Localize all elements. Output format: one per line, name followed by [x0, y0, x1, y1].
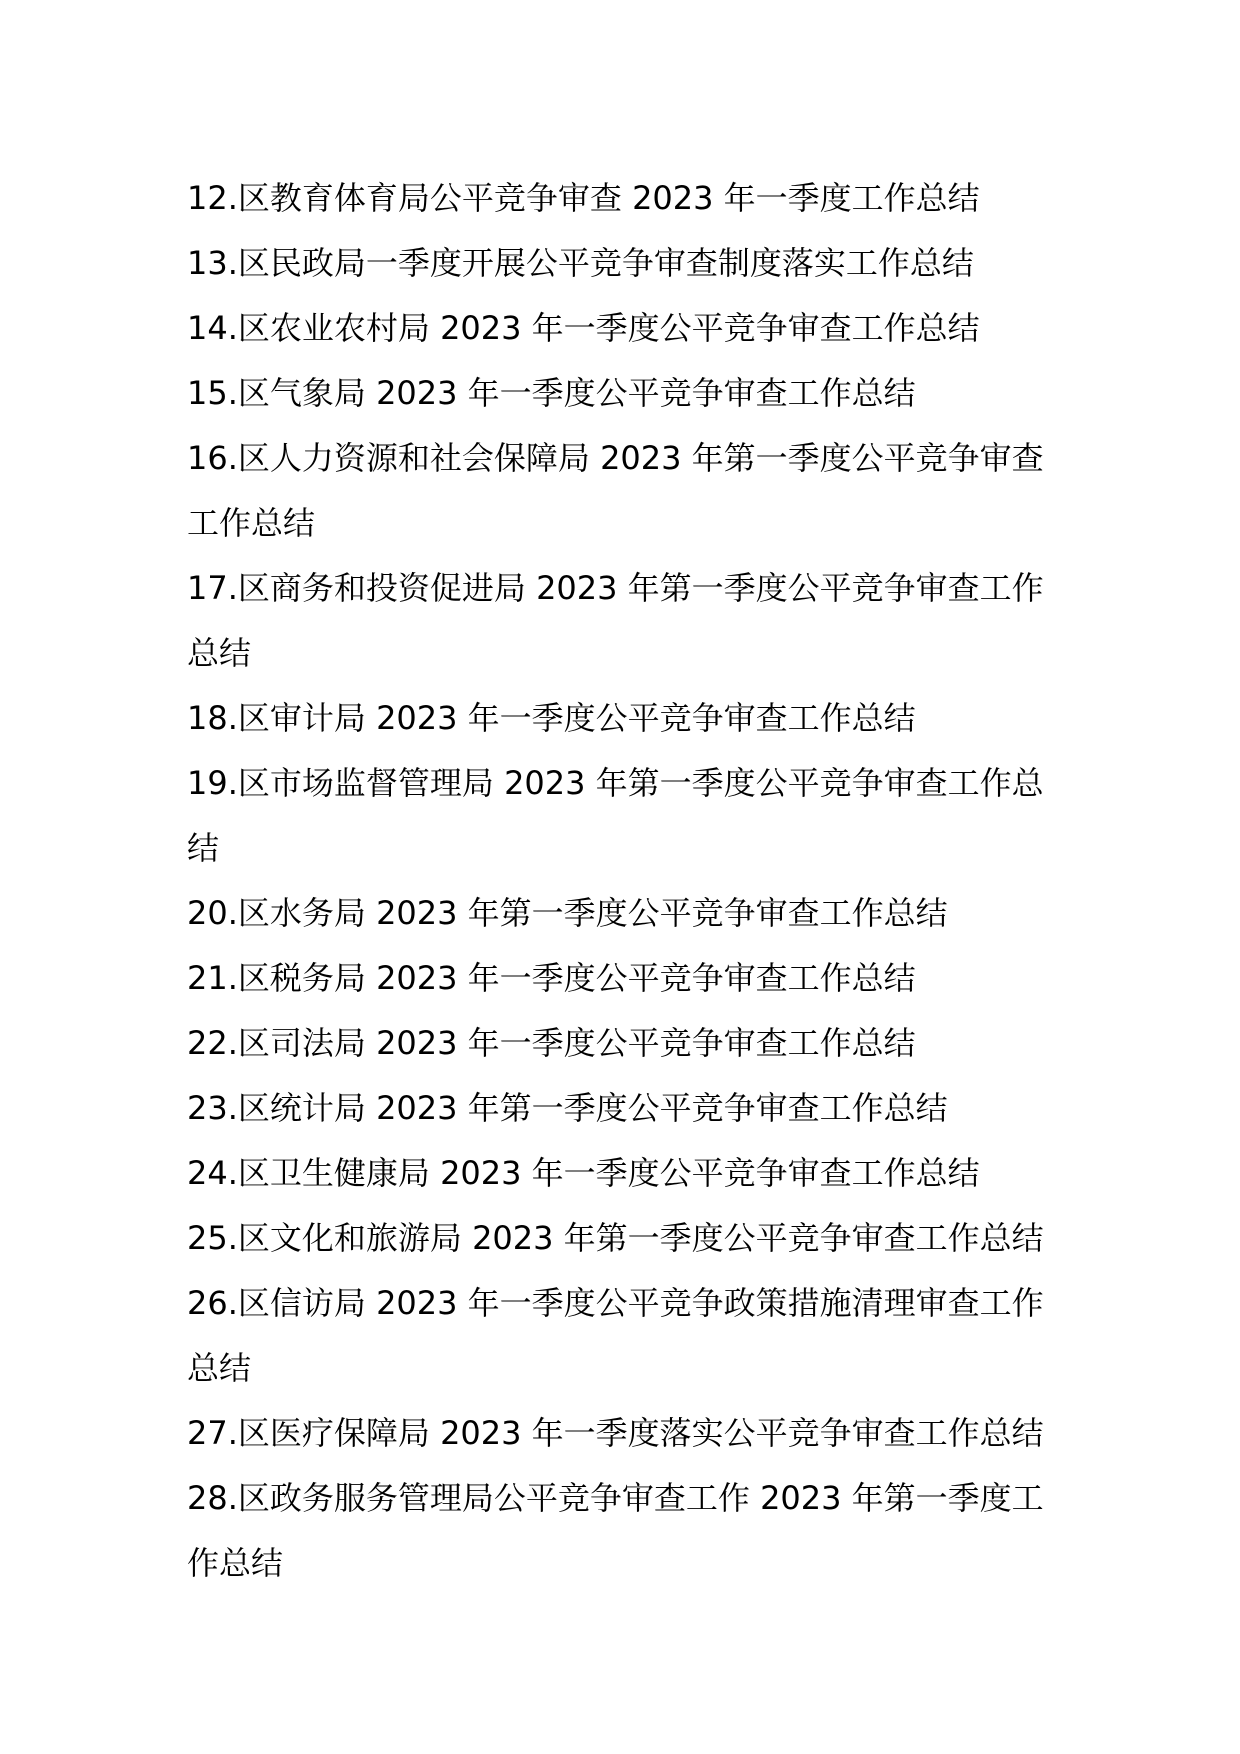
- list-item: 17.区商务和投资促进局 2023 年第一季度公平竞争审查工作总结: [187, 569, 1044, 672]
- list-item: 12.区教育体育局公平竞争审查 2023 年一季度工作总结: [187, 179, 980, 217]
- list-item: 19.区市场监督管理局 2023 年第一季度公平竞争审查工作总结: [187, 764, 1044, 867]
- list-item: 20.区水务局 2023 年第一季度公平竞争审查工作总结: [187, 894, 948, 932]
- list-item: 15.区气象局 2023 年一季度公平竞争审查工作总结: [187, 374, 916, 412]
- list-item: 24.区卫生健康局 2023 年一季度公平竞争审查工作总结: [187, 1154, 980, 1192]
- list-item: 13.区民政局一季度开展公平竞争审查制度落实工作总结: [187, 244, 974, 282]
- list-item: 28.区政务服务管理局公平竞争审查工作 2023 年第一季度工作总结: [187, 1479, 1044, 1582]
- list-item: 18.区审计局 2023 年一季度公平竞争审查工作总结: [187, 699, 916, 737]
- list-item: 23.区统计局 2023 年第一季度公平竞争审查工作总结: [187, 1089, 948, 1127]
- toc-list: [187, 166, 1057, 1596]
- list-item: 27.区医疗保障局 2023 年一季度落实公平竞争审查工作总结: [187, 1414, 1044, 1452]
- list-item: 21.区税务局 2023 年一季度公平竞争审查工作总结: [187, 959, 916, 997]
- list-item: 25.区文化和旅游局 2023 年第一季度公平竞争审查工作总结: [187, 1219, 1044, 1257]
- list-item: 26.区信访局 2023 年一季度公平竞争政策措施清理审查工作总结: [187, 1284, 1044, 1387]
- list-item: 14.区农业农村局 2023 年一季度公平竞争审查工作总结: [187, 309, 980, 347]
- list-item: 16.区人力资源和社会保障局 2023 年第一季度公平竞争审查工作总结: [187, 439, 1044, 542]
- list-item: 22.区司法局 2023 年一季度公平竞争审查工作总结: [187, 1024, 916, 1062]
